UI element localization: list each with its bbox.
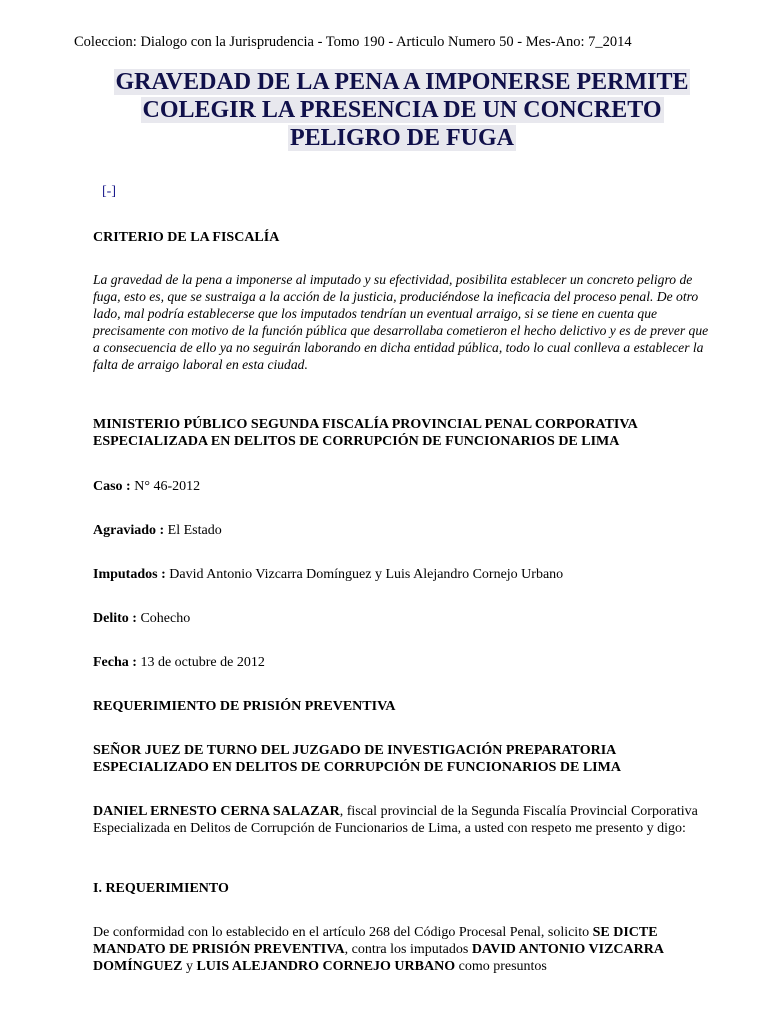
caso-label: Caso : [93,479,131,494]
section-1-bold-a: SE DICTE MANDATO DE PRISIÓN PREVENTIVA [93,925,658,957]
section-1-text-b: , contra los imputados [344,942,472,957]
collapse-toggle-link[interactable]: [-] [102,184,116,199]
fiscal-name: DANIEL ERNESTO CERNA SALAZAR [93,804,340,819]
field-fecha [93,654,713,671]
title-line-2: COLEGIR LA PRESENCIA DE UN CONCRETO [142,97,662,123]
imputados-value: David Antonio Vizcarra Domínguez y Luis Alejandro Cornejo Urbano [165,567,564,582]
ministerio-heading: MINISTERIO PÚBLICO SEGUNDA FISCALÍA PROVINCIAL PENAL CORPORATIVA ESPECIALIZADA EN DELITOS DE CORRUPCIÓN DE FUNCIONARIOS DE LIMA [93,417,638,449]
intro-paragraph [93,803,713,837]
document-title [40,68,764,152]
fecha-label: Fecha : [93,655,137,670]
title-line-3: PELIGRO DE FUGA [289,125,514,151]
section-1-bold-c: LUIS ALEJANDRO CORNEJO URBANO [196,959,456,974]
section-1-heading: I. REQUERIMIENTO [93,881,229,896]
section-1-paragraph [93,924,713,975]
caso-value: N° 46-2012 [130,479,201,494]
field-imputados [93,566,713,583]
title-line-1: GRAVEDAD DE LA PENA A IMPONERSE PERMITE [115,69,689,95]
agraviado-value: El Estado [164,523,222,538]
collection-header: Coleccion: Dialogo con la Jurisprudencia - Tomo 190 - Articulo Numero 50 - Mes-Ano: 7_2014 [74,34,632,50]
criterio-text: La gravedad de la pena a imponerse al imputado y su efectividad, posibilita establecer un concreto peligro de fuga, esto es, que se sustraiga a la acción de la justicia, produciéndose la ineficacia del proceso penal. De otro lado, mal podría establecerse que los imputados tendrían un eventual arraigo, si se tiene en cuenta que precisamente con motivo de la función pública que desarrollaba cometieron el hecho delictivo y es de prever que a consecuencia de ello ya no seguirán laborando en dicha entidad pública, todo lo cual conlleva a establecer la falta de arraigo laboral en esta ciudad. [93,272,709,372]
criterio-heading: CRITERIO DE LA FISCALÍA [93,230,280,245]
imputados-label: Imputados : [93,567,166,582]
agraviado-label: Agraviado : [93,523,165,538]
field-caso [93,478,713,495]
delito-value: Cohecho [136,611,191,626]
senor-juez-heading: SEÑOR JUEZ DE TURNO DEL JUZGADO DE INVESTIGACIÓN PREPARATORIA ESPECIALIZADO EN DELITOS DE CORRUPCIÓN DE FUNCIONARIOS DE LIMA [93,743,621,775]
requerimiento-title: REQUERIMIENTO DE PRISIÓN PREVENTIVA [93,699,396,714]
field-agraviado [93,522,713,539]
section-1-text-c: y [182,959,197,974]
section-1-text-d: como presuntos [455,959,547,974]
fecha-value: 13 de octubre de 2012 [136,655,265,670]
delito-label: Delito : [93,611,137,626]
section-1-text-a: De conformidad con lo establecido en el artículo 268 del Código Procesal Penal, solicito [93,925,593,940]
field-delito [93,610,713,627]
intro-text: , fiscal provincial de la Segunda Fiscalía Provincial Corporativa Especializada en Delitos de Corrupción de Funcionarios de Lima, a usted con respeto me presento y digo: [93,804,698,836]
section-1-bold-b: DAVID ANTONIO VIZCARRA DOMÍNGUEZ [93,942,664,974]
